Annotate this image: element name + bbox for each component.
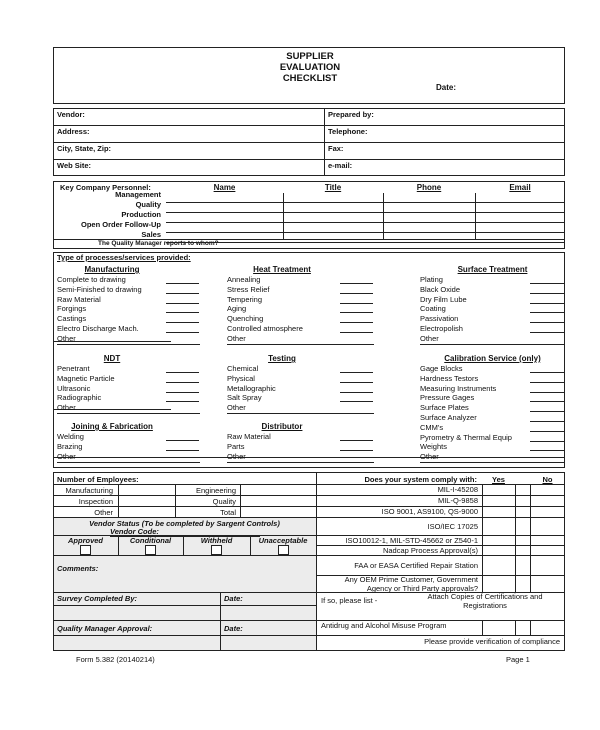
process-item: Physical [227,373,255,383]
process-item: Aging [227,304,247,314]
no-cell[interactable] [531,507,564,516]
personnel-heading: Key Company Personnel: [60,183,151,192]
yes-cell[interactable] [483,518,514,534]
status-option-label: Withheld [200,536,233,545]
checkbox-line[interactable] [530,431,565,432]
process-item: Other [420,333,439,343]
cell-divider [515,517,516,535]
form-title [250,51,370,84]
no-cell[interactable] [531,546,564,554]
process-item: Passivation [420,314,459,324]
other-line[interactable] [57,413,200,414]
process-item: Tempering [227,294,263,304]
checkbox-line[interactable] [530,283,565,284]
column-header-email: Email [509,183,531,192]
column-divider [118,484,119,517]
checkbox-line[interactable] [340,312,373,313]
checkbox-line[interactable] [166,382,199,383]
status-option-unacceptable[interactable] [250,536,316,557]
cell-divider [515,575,516,592]
column-divider [240,484,241,517]
column-divider [220,592,221,651]
process-item: Complete to drawing [57,275,126,284]
checkbox-line[interactable] [166,332,199,333]
row-line [53,592,316,593]
status-option-withheld[interactable] [183,536,250,557]
personnel-role: Management [115,190,161,199]
row-line [53,620,316,621]
process-item: Chemical [227,364,259,373]
checkbox-line[interactable] [530,303,565,304]
process-group-title: Testing [268,354,296,363]
process-item: Radiographic [57,393,102,403]
checkbox-line[interactable] [166,372,199,373]
other-line[interactable] [420,462,565,463]
process-item: Measuring Instruments [420,383,497,393]
compliance-heading: Does your system comply with: [364,475,477,484]
title-line: SUPPLIER [286,51,334,62]
checkbox-line[interactable] [340,303,373,304]
cell-divider [515,506,516,517]
process-item: Black Oxide [420,284,461,294]
checkbox-line[interactable] [530,322,565,323]
checkbox-line[interactable] [530,441,565,442]
row-line [53,484,316,485]
yes-header: Yes [492,475,505,484]
vendor-code-label: Vendor Code: [110,527,260,537]
process-item: Raw Material [227,432,271,441]
cell-divider [515,545,516,555]
no-cell[interactable] [531,518,564,534]
checkbox-line[interactable] [530,372,565,373]
column-header-title: Title [324,183,342,192]
yes-cell[interactable] [483,576,514,591]
employee-category: Manufacturing [65,486,113,495]
compliance-item: FAA or EASA Certified Repair Station [354,560,478,570]
checkbox-line[interactable] [166,293,199,294]
date-label: Date: [436,83,457,92]
process-item: Salt Spray [227,393,262,403]
other-line[interactable] [227,344,374,345]
cell-divider [482,620,483,635]
checkbox-line[interactable] [166,440,199,441]
other-line[interactable] [420,344,565,345]
status-option-label: Unacceptable [258,536,308,545]
process-item: Dry Film Lube [420,294,467,304]
address-label: Address: [57,127,90,136]
checkbox-line[interactable] [166,322,199,323]
process-group-title: Joining & Fabrication [71,422,153,431]
yes-cell[interactable] [483,536,514,544]
checkbox-line[interactable] [166,392,199,393]
process-item: Magnetic Particle [57,373,115,383]
checkbox-line[interactable] [166,283,199,284]
qm-date-label: Date: [224,624,243,633]
column-divider [118,535,119,555]
checkbox-line[interactable] [340,450,373,451]
row-line [53,605,316,606]
compliance-item: MIL-Q-9858 [437,496,478,505]
checkbox-line[interactable] [530,293,565,294]
vendor-label: Vendor: [57,110,85,119]
row-line [53,495,316,496]
personnel-row-line [166,212,565,213]
cell-divider [515,620,516,635]
column-divider [283,193,284,239]
survey-completed-label: Survey Completed By: [57,594,138,603]
title-line: CHECKLIST [282,73,338,84]
process-item: Coating [420,304,446,314]
form-number: Form 5.382 (20140214) [76,655,155,664]
checkbox-line[interactable] [530,421,565,422]
process-item: Pyrometry & Thermal Equip [420,432,512,442]
status-checkbox[interactable] [278,545,289,555]
checkbox-line[interactable] [530,450,565,451]
personnel-row-line [166,202,565,203]
process-item: Penetrant [57,364,90,373]
row-line [53,517,316,518]
compliance-item: Any OEM Prime Customer, Government Agency or Third Party approvals? [344,574,478,593]
cell-divider [515,495,516,506]
row-line [53,506,316,507]
process-item: Electro Discharge Mach. [57,324,139,333]
checkbox-line[interactable] [340,382,373,383]
process-item: Plating [420,275,443,284]
process-item: Other [57,451,76,461]
processes-heading: Type of processes/services provided: [57,253,191,262]
verification-note: Please provide verification of compliance [424,637,560,646]
process-item: Electropolish [420,324,463,333]
cell-divider [515,484,516,495]
column-header-phone: Phone [416,183,442,192]
personnel-role: Production [121,210,161,219]
status-option-conditional[interactable] [118,536,183,557]
city-state-zip-label: City, State, Zip: [57,144,112,153]
status-checkbox[interactable] [145,545,156,555]
compliance-item: MIL-I-45208 [437,485,478,494]
checkbox-line[interactable] [166,303,199,304]
no-header: No [542,475,553,484]
process-item: Other [227,451,246,461]
checkbox-line[interactable] [530,401,565,402]
title-line: EVALUATION [279,62,341,73]
no-cell[interactable] [531,576,564,591]
cell-divider [530,620,531,635]
column-divider [183,535,184,555]
employee-category: Quality [212,497,236,506]
process-group-title: Calibration Service (only) [444,354,541,363]
process-group-title: Manufacturing [84,265,140,274]
checkbox-line[interactable] [530,392,565,393]
no-cell[interactable] [531,556,564,574]
yes-cell[interactable] [483,485,514,494]
column-divider [383,193,384,239]
checkbox-line[interactable] [530,312,565,313]
checkbox-line[interactable] [166,401,199,402]
checkbox-line[interactable] [340,293,373,294]
process-item: Weights [420,442,447,452]
other-line[interactable] [227,413,374,414]
personnel-row-line [166,222,565,223]
status-option-approved[interactable] [53,536,118,557]
employee-category: Inspection [78,497,113,506]
qm-approval-label: Quality Manager Approval: [57,624,153,633]
personnel-role: Open Order Follow-Up [81,220,161,229]
vendor-status-heading: Vendor Status (To be completed by Sargent Controls) [89,519,280,528]
process-item: Other [420,452,439,462]
if-so-label: If so, please list - [321,596,378,605]
process-item: Welding [57,432,84,441]
process-item: Other [57,333,76,343]
checkbox-line[interactable] [340,401,373,402]
compliance-item: ISO10012-1, MIL-STD-45662 or Z540-1 [345,535,478,545]
process-item: Pressure Gages [420,393,475,403]
row-line [316,555,565,556]
personnel-row-line [166,232,565,233]
antidrug-label: Antidrug and Alcohol Misuse Program [321,621,447,630]
column-header-name: Name [213,183,236,192]
process-group-title: NDT [103,354,121,363]
row-line [316,517,565,518]
process-item: Surface Plates [420,403,469,413]
status-option-label: Conditional [129,536,172,545]
yes-cell[interactable] [483,556,514,574]
process-item: CMM's [420,422,444,432]
no-cell[interactable] [531,536,564,544]
checkbox-line[interactable] [340,322,373,323]
checkbox-line[interactable] [340,332,373,333]
process-item: Other [227,403,246,413]
process-item: Surface Analyzer [420,413,477,422]
process-item: Annealing [227,275,261,284]
process-item: Stress Relief [227,284,270,294]
other-line[interactable] [227,462,374,463]
process-item: Castings [57,314,87,324]
no-cell[interactable] [531,496,564,505]
quality-manager-question: The Quality Manager reports to whom? [98,240,219,247]
email-label: e-mail: [328,161,353,170]
status-checkbox[interactable] [211,545,222,555]
cell-divider [515,555,516,575]
compliance-item: ISO/IEC 17025 [427,521,478,531]
checkbox-line[interactable] [340,392,373,393]
attach-copies-note: Attach Copies of Certifications and Registrations [427,592,543,610]
process-item: Controlled atmosphere [227,324,303,333]
cell-divider [515,535,516,545]
process-item: Semi-Finished to drawing [57,284,142,294]
status-option-label: Approved [67,536,103,545]
checkbox-line[interactable] [530,411,565,412]
process-item: Quenching [227,314,264,324]
process-item: Forgings [57,304,87,314]
row-line [53,555,316,556]
checkbox-line[interactable] [530,382,565,383]
process-group-title: Heat Treatment [253,265,311,274]
process-item: Other [57,403,76,413]
process-item: Metallographic [227,383,276,393]
employee-category: Engineering [195,486,236,495]
personnel-role: Sales [141,230,161,239]
process-group-title: Surface Treatment [457,265,528,274]
process-item: Parts [227,441,245,451]
process-group-title: Distributor [261,422,303,431]
other-line[interactable] [57,344,200,345]
checkbox-line[interactable] [340,440,373,441]
process-item: Other [227,333,246,343]
yes-cell[interactable] [483,496,514,505]
personnel-role: Quality [135,200,161,209]
checkbox-line[interactable] [166,450,199,451]
fax-label: Fax: [328,144,344,153]
no-cell[interactable] [531,485,564,494]
status-checkbox[interactable] [80,545,91,555]
row-line [316,635,565,636]
checkbox-line[interactable] [340,372,373,373]
checkbox-line[interactable] [340,283,373,284]
web-site-label: Web Site: [57,161,92,170]
yes-cell[interactable] [483,546,514,554]
other-line[interactable] [57,462,200,463]
compliance-item: ISO 9001, AS9100, QS-9000 [381,507,478,516]
prepared-by-label: Prepared by: [328,110,374,119]
process-item: Raw Material [57,294,101,304]
process-item: Ultrasonic [57,383,91,393]
checkbox-line[interactable] [166,312,199,313]
column-divider [475,193,476,239]
column-divider [175,484,176,517]
comments-label: Comments: [57,564,99,573]
employee-category: Total [220,508,236,517]
telephone-label: Telephone: [328,127,368,136]
employees-heading: Number of Employees: [57,475,139,484]
compliance-item: Nadcap Process Approval(s) [382,545,478,555]
process-item: Gage Blocks [420,364,463,373]
employee-category: Other [94,508,113,517]
process-item: Hardness Testors [420,373,479,383]
yes-cell[interactable] [483,507,514,516]
personnel-row-line [166,242,565,243]
column-divider [250,535,251,555]
checkbox-line[interactable] [530,332,565,333]
row-line [53,635,316,636]
process-item: Brazing [57,441,83,451]
page-number: Page 1 [506,655,530,664]
survey-date-label: Date: [224,594,243,603]
